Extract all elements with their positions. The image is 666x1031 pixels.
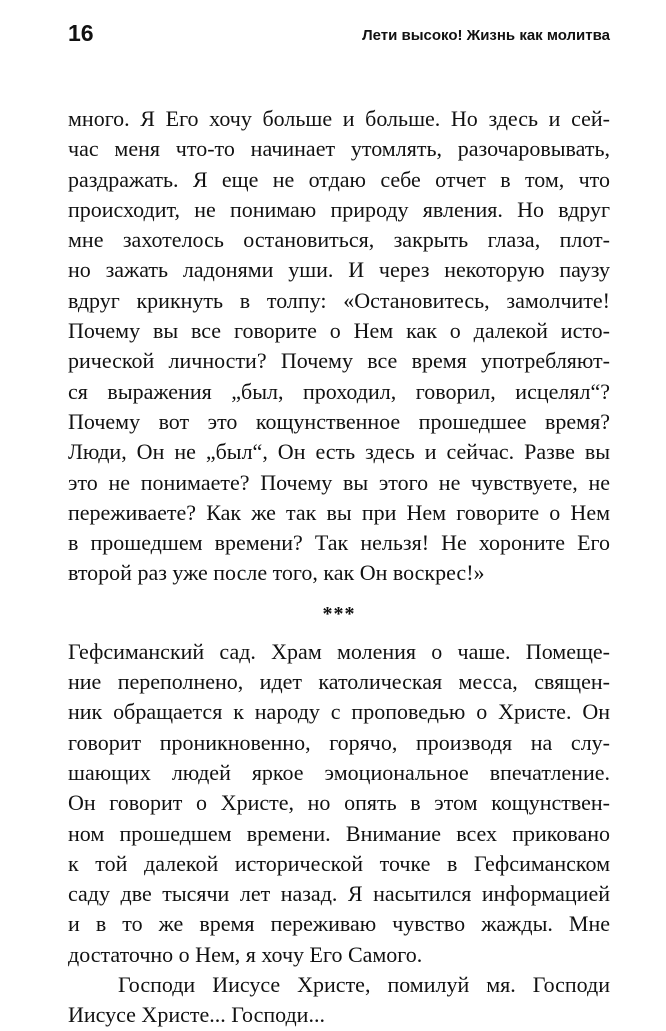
text-line: в прошедшем времени? Так нельзя! Не хороните Его [68,530,610,556]
text-line: вдруг крикнуть в толпу: «Остановитесь, замолчите! [68,287,610,313]
text-line: но зажать ладонями уши. И через некоторую паузу [68,257,610,283]
text-line: второй раз уже после того, как Он воскрес!» [68,560,485,586]
text-line: саду две тысячи лет назад. Я насытился информацией [68,881,610,907]
paragraph-1 [68,104,610,589]
page-number: 16 [68,20,94,46]
text-line: шающих людей яркое эмоциональное впечатление. [68,759,610,785]
text-line: Люди, Он не „был“, Он есть здесь и сейчас. Разве вы [68,439,610,465]
text-line: ном прошедшем времени. Внимание всех приковано [68,820,610,846]
paragraph-2 [68,637,610,970]
page-body [68,104,610,1031]
text-line: это не понимаете? Почему вы этого не чувствуете, не [68,469,610,495]
text-line: и в то же время переживаю чувство жажды. Мне [68,911,610,937]
text-line: ние переполнено, идет католическая месса, священ- [68,669,610,695]
text-line: ник обращается к народу с проповедью о Христе. Он [68,699,610,725]
text-line: раздражать. Я еще не отдаю себе отчет в том, что [68,166,610,192]
text-line: Почему вот это кощунственное прошедшее время? [68,408,610,434]
text-line: переживаете? Как же так вы при Нем говорите о Нем [68,499,610,525]
text-line: Господи Иисусе Христе, помилуй мя. Господи [118,972,610,998]
text-line: Почему вы все говорите о Нем как о далекой исто- [68,318,610,344]
text-line: Гефсиманский сад. Храм моления о чаше. Помеще- [68,638,610,664]
text-line: мне захотелось остановиться, закрыть глаза, плот- [68,227,610,253]
text-line: час меня что-то начинает утомлять, разочаровывать, [68,136,610,162]
text-line: ся выражения „был, проходил, говорил, исцелял“? [68,378,610,404]
text-line: рической личности? Почему все время употребляют- [68,348,610,374]
text-line: говорит проникновенно, горячо, производя на слу- [68,729,610,755]
text-line: Иисусе Христе... Господи... [68,1002,325,1028]
text-line: происходит, не понимаю природу явления. Но вдруг [68,196,610,222]
paragraph-3 [68,970,610,1031]
text-line: Он говорит о Христе, но опять в этом кощунствен- [68,790,610,816]
text-line: много. Я Его хочу больше и больше. Но здесь и сей- [68,106,610,131]
running-title: Лети высоко! Жизнь как молитва [362,27,610,44]
text-line: достаточно о Нем, я хочу Его Самого. [68,941,423,967]
section-separator: *** [322,602,356,625]
text-line: к той далекой исторической точке в Гефсиманском [68,850,610,876]
